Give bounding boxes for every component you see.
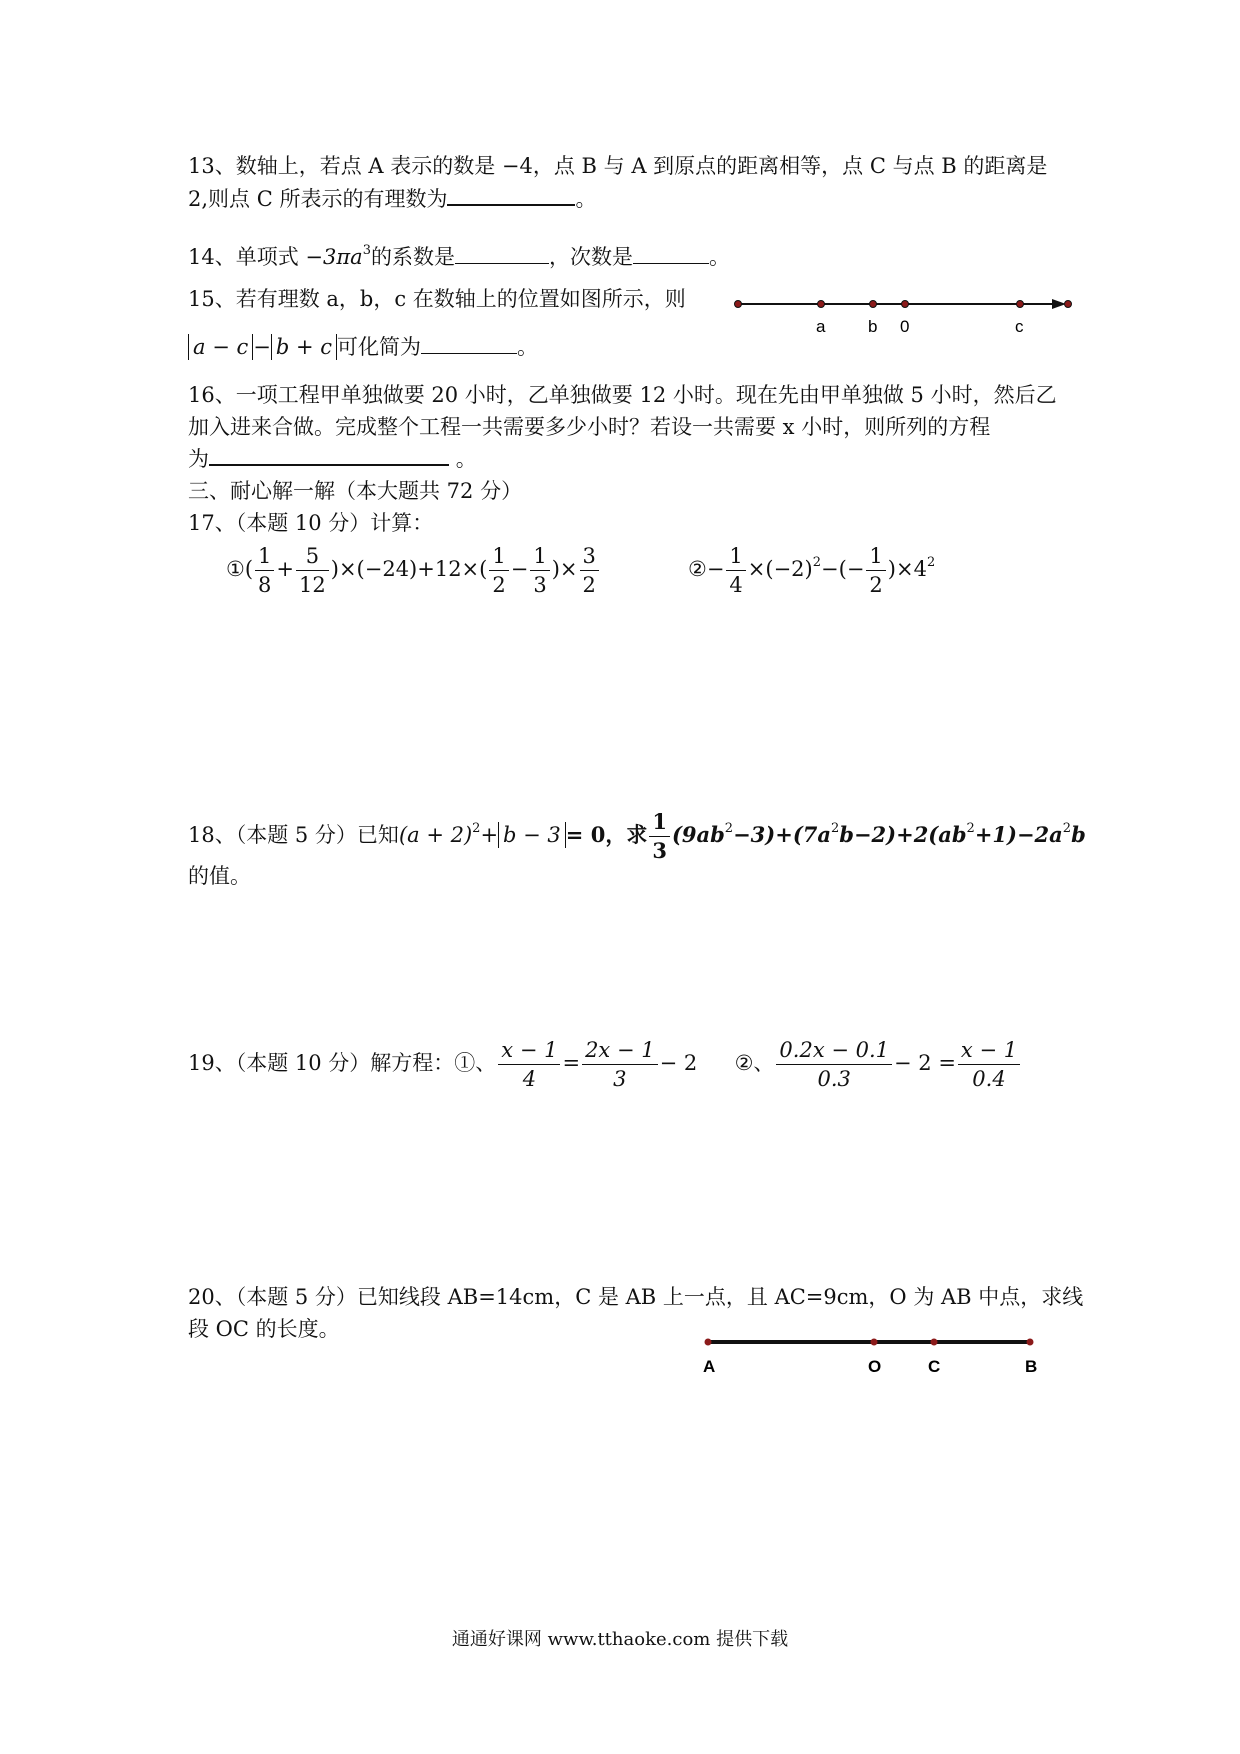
q18-expr3: −3)+(7a (733, 822, 831, 847)
label-C: C (928, 1357, 941, 1376)
q15-abs2: b + c (271, 334, 337, 360)
q18-line2: 的值。 (188, 864, 251, 888)
label-B: B (1025, 1357, 1038, 1376)
q15-line1: 15、若有理数 a，b，c 在数轴上的位置如图所示，则 (188, 287, 686, 311)
label-b: b (868, 317, 878, 336)
q13-end: 。 (575, 187, 597, 211)
q17-p1-plus: + (276, 557, 295, 581)
q15-minus: − (253, 335, 271, 359)
q15-number-line (730, 290, 1080, 340)
q15-answer-blank[interactable] (421, 335, 517, 354)
q17-p2-mid: ×(−2) (747, 557, 813, 581)
q16-line3 (188, 445, 477, 473)
q17-frac-1-2: $\frac{1}{2}$ (489, 542, 508, 599)
label-A: A (703, 1357, 716, 1376)
q17-p2-mark: ②− (688, 557, 725, 581)
number-line-origin-end (735, 301, 742, 308)
q13-answer-blank[interactable] (447, 186, 575, 206)
q18-sq2: 2 (724, 821, 734, 836)
q19-e1-eq: = (562, 1051, 581, 1075)
point-0 (902, 301, 909, 308)
q17-p2-end: )×4 (887, 557, 927, 581)
q16-line2: 加入进来合做。完成整个工程一共需要多少小时？若设一共需要 x 小时，则所列的方程 (188, 415, 991, 439)
q17-p1-mid: )×(−24)+12×( (330, 557, 488, 581)
q18-sq5: 2 (1062, 821, 1072, 836)
q19-e1-frac2: $\frac{2x - 1}{3}$ (582, 1036, 658, 1093)
q18-sq3: 2 (830, 821, 840, 836)
q14-mid1: 的系数是 (370, 245, 455, 269)
q17-frac-1-8: $\frac{1}{8}$ (255, 542, 274, 599)
q17-part2 (688, 542, 935, 599)
q19-mark2: ②、 (734, 1051, 775, 1075)
q14-line (188, 237, 730, 271)
q18-plus: + (480, 823, 499, 847)
q18-expr5: +1)−2a (974, 822, 1063, 847)
q17-p2-mid2: −(− (821, 557, 865, 581)
q13-line1: 13、数轴上，若点 A 表示的数是 −4，点 B 与 A 到原点的距离相等，点 C 与点 B 的距离是 (188, 154, 1048, 178)
point-a (818, 301, 825, 308)
q18-sq: 2 (472, 821, 481, 836)
q16-prefix: 为 (188, 447, 209, 471)
q18-sq4: 2 (966, 821, 975, 836)
q16-equation-blank[interactable] (209, 446, 449, 466)
number-line-arrow-icon (1052, 299, 1066, 309)
q14-mid2: ，次数是 (548, 245, 633, 269)
point-O (871, 1339, 878, 1346)
q17-frac-1-4: $\frac{1}{4}$ (726, 542, 745, 599)
q15-end: 。 (517, 335, 538, 359)
q14-exp: 3 (362, 243, 371, 258)
q17-frac-5-12: $\frac{5}{12}$ (296, 542, 329, 599)
q20-segment-diagram (700, 1330, 1050, 1380)
q19-e2-mid: − 2 = (894, 1051, 956, 1075)
q17-title: 17、（本题 10 分）计算： (188, 511, 434, 535)
q18-expr4: b−2)+2(ab (839, 822, 967, 847)
q14-coefficient-blank[interactable] (455, 245, 549, 264)
q18-prefix: 18、（本题 5 分）已知 (188, 823, 399, 847)
q18-expr2: (9ab (671, 822, 725, 847)
q17-frac-neg-1-2: $\frac{1}{2}$ (866, 542, 885, 599)
q17-frac-3-2: $\frac{3}{2}$ (580, 542, 599, 599)
label-O: O (868, 1357, 882, 1376)
q19-e2-frac1: $\frac{0.2x - 0.1}{0.3}$ (776, 1036, 892, 1093)
q19-line (188, 1036, 1022, 1093)
q18-eq: = 0，求 (565, 822, 648, 847)
q18-expr1: (a + 2) (398, 823, 473, 847)
q14-prefix: 14、单项式 (188, 245, 299, 269)
point-b (870, 301, 877, 308)
q18-abs: b − 3 (498, 822, 566, 848)
section3-heading: 三、耐心解一解（本大题共 72 分） (188, 479, 523, 503)
q18-line1 (188, 808, 1086, 865)
q17-p1-times: )× (551, 557, 578, 581)
q17-part1 (226, 542, 601, 599)
q19-e1-frac1: $\frac{x - 1}{4}$ (498, 1036, 560, 1093)
page-footer: 通通好课网 www.tthaoke.com 提供下载 (451, 1629, 789, 1650)
q18-expr6: b (1071, 822, 1086, 847)
q18-frac-1-3: $\frac{1}{3}$ (649, 808, 670, 865)
q13-line2 (188, 185, 596, 213)
q17-p1-minus: − (510, 557, 529, 581)
q19-prefix: 19、（本题 10 分）解方程：①、 (188, 1051, 497, 1075)
q13-text: 2,则点 C 所表示的有理数为 (188, 187, 448, 211)
label-c: c (1015, 317, 1024, 336)
label-0: 0 (900, 317, 910, 336)
q19-e1-end: − 2 (659, 1051, 698, 1075)
q15-abs1: a − c (188, 334, 253, 360)
q17-p1-mark: ①( (226, 557, 254, 581)
label-a: a (816, 317, 826, 336)
q20-line1: 20、（本题 5 分）已知线段 AB=14cm，C 是 AB 上一点，且 AC=9cm，O 为 AB 中点，求线 (188, 1285, 1084, 1309)
q15-after: 可化简为 (337, 335, 421, 359)
q14-end: 。 (708, 245, 730, 269)
q17-p2-sq: 2 (812, 555, 822, 570)
q14-degree-blank[interactable] (633, 245, 709, 264)
q16-end: 。 (455, 447, 477, 471)
number-line-end (1065, 301, 1072, 308)
point-c (1017, 301, 1024, 308)
q17-p2-sq2: 2 (926, 555, 936, 570)
point-B (1027, 1339, 1034, 1346)
q16-line1: 16、一项工程甲单独做要 20 小时，乙单独做要 12 小时。现在先由甲单独做 5 小时，然后乙 (188, 383, 1057, 407)
q14-expr: −3πa (305, 245, 363, 269)
point-A (705, 1339, 712, 1346)
point-C (931, 1339, 938, 1346)
q19-e2-frac2: $\frac{x - 1}{0.4}$ (958, 1036, 1020, 1093)
q17-frac-1-3: $\frac{1}{3}$ (530, 542, 549, 599)
q20-line2: 段 OC 的长度。 (188, 1317, 340, 1341)
q15-line2 (188, 333, 538, 361)
